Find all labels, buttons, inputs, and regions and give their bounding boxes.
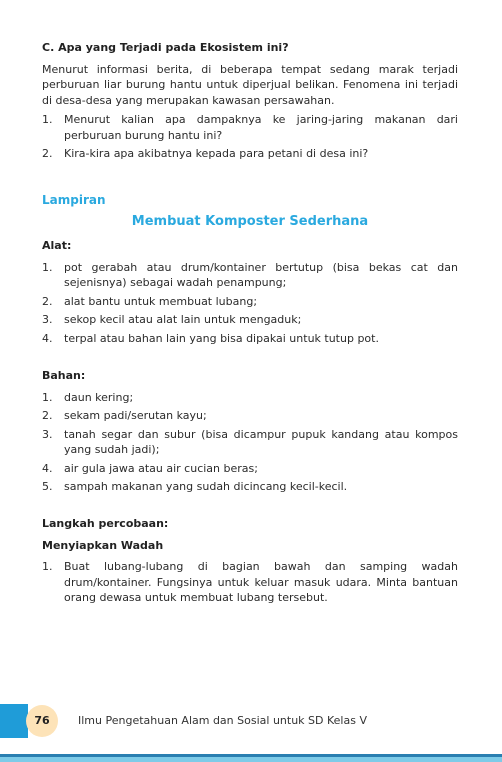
list-item: 1. Menurut kalian apa dampaknya ke jaring-jaring makanan dari perburuan burung hantu ini? [42, 113, 458, 142]
document-title: Membuat Komposter Sederhana [131, 214, 369, 229]
list-item: 1. Buat lubang-lubang di bagian bawah dan samping wadah drum/kontainer. Fungsinya untuk keluar masuk udara. Minta bantuan orang dewasa untuk membuat lubang tersebut. [42, 560, 458, 604]
alat-heading: Alat: [42, 239, 72, 252]
section-c-paragraph: Menurut informasi berita, di beberapa tempat sedang marak terjadi perburuan liar burung hantu untuk diperjual belikan. Fenomena ini terjadi di desa-desa yang merupakan kawasan persawahan. [42, 62, 458, 107]
section-c-questions [42, 112, 458, 162]
alat-section [42, 238, 458, 346]
list-item: 1. pot gerabah atau drum/kontainer bertutup (bisa bekas cat dan sejenisnya) sebagai wadah penampung; [42, 260, 458, 289]
lampiran-heading: Lampiran [42, 193, 106, 207]
list-item: 4. air gula jawa atau air cucian beras; [42, 461, 258, 475]
section-c-heading: C. Apa yang Terjadi pada Ekosistem ini? [42, 41, 289, 54]
page-number: 76 [26, 705, 58, 737]
list-item: 2. alat bantu untuk membuat lubang; [42, 294, 258, 308]
alat-list [42, 260, 458, 347]
list-item: 5. sampah makanan yang sudah dicincang kecil-kecil. [42, 480, 348, 493]
bahan-section [42, 368, 458, 495]
list-item: 1. daun kering; [42, 390, 134, 404]
langkah-subheading: Menyiapkan Wadah [42, 538, 164, 552]
langkah-section [42, 516, 458, 606]
page-footer [0, 704, 502, 738]
list-item: 3. tanah segar dan subur (bisa dicampur pupuk kandang atau kompos yang sudah jadi); [42, 427, 458, 456]
list-item: 4. terpal atau bahan lain yang bisa dipakai untuk tutup pot. [42, 331, 379, 345]
langkah-heading: Langkah percobaan: [42, 517, 169, 530]
list-item: 2. sekam padi/serutan kayu; [42, 409, 207, 422]
section-c [42, 40, 458, 162]
langkah-list [42, 559, 458, 606]
bahan-list [42, 390, 458, 495]
bahan-heading: Bahan: [42, 369, 86, 382]
book-title: Ilmu Pengetahuan Alam dan Sosial untuk SD Kelas V [78, 714, 367, 727]
list-item: 3. sekop kecil atau alat lain untuk mengaduk; [42, 313, 302, 326]
list-item: 2. Kira-kira apa akibatnya kepada para petani di desa ini? [42, 147, 369, 160]
bottom-decor-strip [0, 754, 502, 762]
bottom-decor-line [0, 754, 502, 757]
footer-accent-bar [0, 704, 28, 738]
